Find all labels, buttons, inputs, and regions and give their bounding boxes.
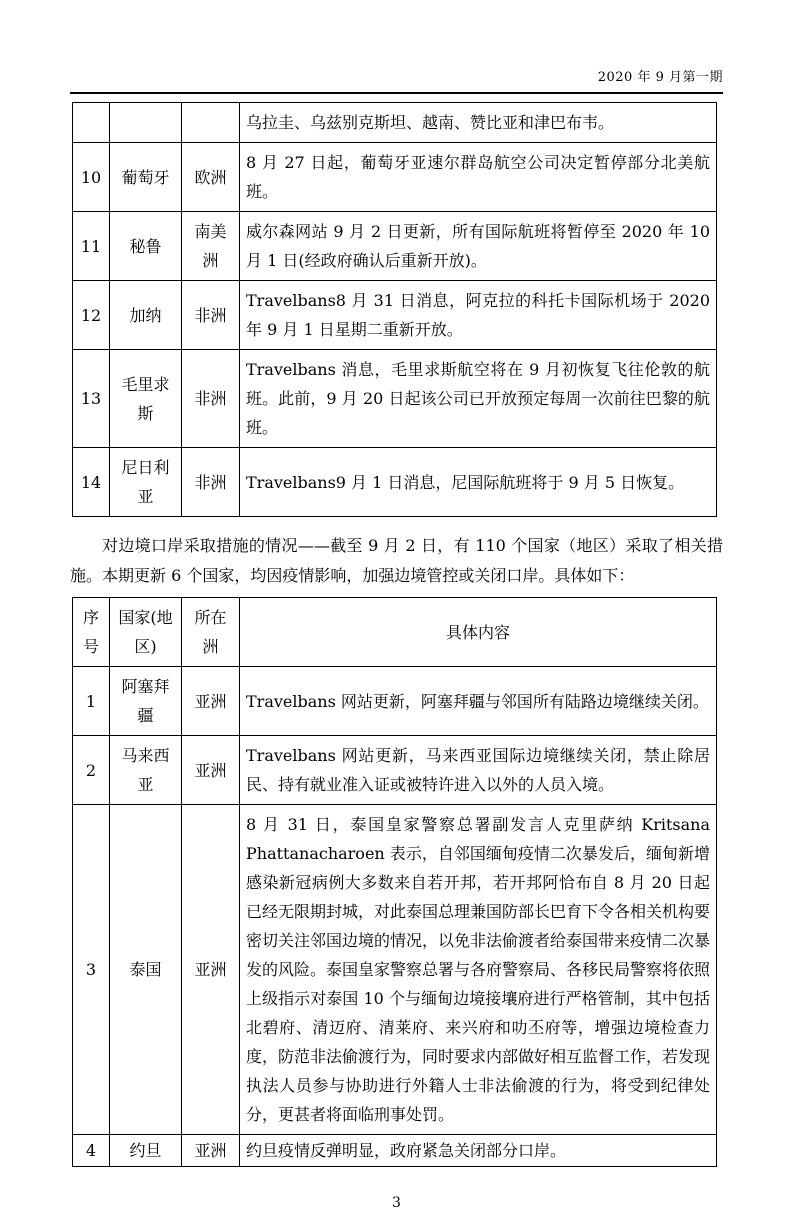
table-header-row [73, 598, 717, 667]
cell-content: 约旦疫情反弹明显，政府紧急关闭部分口岸。 [240, 1135, 717, 1167]
cell-country: 加纳 [110, 281, 182, 350]
cell-continent: 亚洲 [182, 805, 240, 1135]
table-row [73, 667, 717, 736]
cell-country: 马来西亚 [110, 736, 182, 805]
flight-restrictions-table [72, 102, 717, 517]
table-row [73, 448, 717, 517]
table-row [73, 736, 717, 805]
cell-seq: 12 [73, 281, 110, 350]
cell-continent: 亚洲 [182, 667, 240, 736]
cell-seq: 2 [73, 736, 110, 805]
cell-content: 乌拉圭、乌兹别克斯坦、越南、赞比亚和津巴布韦。 [240, 103, 717, 143]
cell-country: 葡萄牙 [110, 143, 182, 212]
cell-seq: 3 [73, 805, 110, 1135]
border-measures-paragraph: 对边境口岸采取措施的情况——截至 9 月 2 日，有 110 个国家（地区）采取了相关措施。本期更新 6 个国家，均因疫情影响，加强边境管控或关闭口岸。具体如下： [70, 536, 723, 585]
cell-continent: 亚洲 [182, 1135, 240, 1167]
table-row [73, 281, 717, 350]
table-row [73, 350, 717, 448]
cell-seq [73, 103, 110, 143]
cell-content: Travelbans8 月 31 日消息，阿克拉的科托卡国际机场于 2020 年 9 月 1 日星期二重新开放。 [240, 281, 717, 350]
cell-continent: 欧洲 [182, 143, 240, 212]
table-row [73, 143, 717, 212]
cell-seq: 4 [73, 1135, 110, 1167]
cell-seq: 1 [73, 667, 110, 736]
header-content: 具体内容 [240, 598, 717, 667]
cell-continent: 非洲 [182, 350, 240, 448]
cell-content: 8 月 27 日起，葡萄牙亚速尔群岛航空公司决定暂停部分北美航班。 [240, 143, 717, 212]
cell-country: 泰国 [110, 805, 182, 1135]
cell-continent [182, 103, 240, 143]
header-seq: 序号 [73, 598, 110, 667]
cell-country: 阿塞拜疆 [110, 667, 182, 736]
cell-continent: 非洲 [182, 281, 240, 350]
table-row [73, 212, 717, 281]
header-continent: 所在洲 [182, 598, 240, 667]
cell-country: 秘鲁 [110, 212, 182, 281]
page-header-issue-label: 2020 年 9 月第一期 [70, 66, 723, 94]
cell-seq: 11 [73, 212, 110, 281]
table-row [73, 103, 717, 143]
cell-country: 毛里求斯 [110, 350, 182, 448]
border-measures-table [72, 597, 717, 1167]
table-row [73, 805, 717, 1135]
cell-content: 威尔森网站 9 月 2 日更新，所有国际航班将暂停至 2020 年 10 月 1 日(经政府确认后重新开放)。 [240, 212, 717, 281]
cell-country: 约旦 [110, 1135, 182, 1167]
cell-content: 8 月 31 日，泰国皇家警察总署副发言人克里萨纳 Kritsana Phattanacharoen 表示，自邻国缅甸疫情二次暴发后，缅甸新增感染新冠病例大多数来自若开邦，若开邦阿恰布自 8 月 20 日起已经无限期封城，对此泰国总理兼国防部长巴育下令各相关机构要密切关注邻国边境的情况，以免非法偷渡者给泰国带来疫情二次暴发的风险。泰国皇家警察总署与各府警察局、各移民局警察将依照上级指示对泰国 10 个与缅甸边境接壤府进行严格管制，其中包括北碧府、清迈府、清莱府、来兴府和叻丕府等，增强边境检查力度，防范非法偷渡行为，同时要求内部做好相互监督工作，若发现执法人员参与协助进行外籍人士非法偷渡的行为，将受到纪律处分，更甚者将面临刑事处罚。 [240, 805, 717, 1135]
cell-seq: 13 [73, 350, 110, 448]
cell-content: Travelbans 消息，毛里求斯航空将在 9 月初恢复飞往伦敦的航班。此前，9 月 20 日起该公司已开放预定每周一次前往巴黎的航班。 [240, 350, 717, 448]
page-number: 3 [392, 1195, 401, 1211]
cell-continent: 亚洲 [182, 736, 240, 805]
cell-content: Travelbans9 月 1 日消息，尼国际航班将于 9 月 5 日恢复。 [240, 448, 717, 517]
cell-country [110, 103, 182, 143]
cell-content: Travelbans 网站更新，阿塞拜疆与邻国所有陆路边境继续关闭。 [240, 667, 717, 736]
cell-seq: 10 [73, 143, 110, 212]
cell-continent: 南美洲 [182, 212, 240, 281]
cell-content: Travelbans 网站更新，马来西亚国际边境继续关闭，禁止除居民、持有就业准入证或被特许进入以外的人员入境。 [240, 736, 717, 805]
cell-country: 尼日利亚 [110, 448, 182, 517]
cell-seq: 14 [73, 448, 110, 517]
table-row [73, 1135, 717, 1167]
cell-continent: 非洲 [182, 448, 240, 517]
header-country: 国家(地区) [110, 598, 182, 667]
